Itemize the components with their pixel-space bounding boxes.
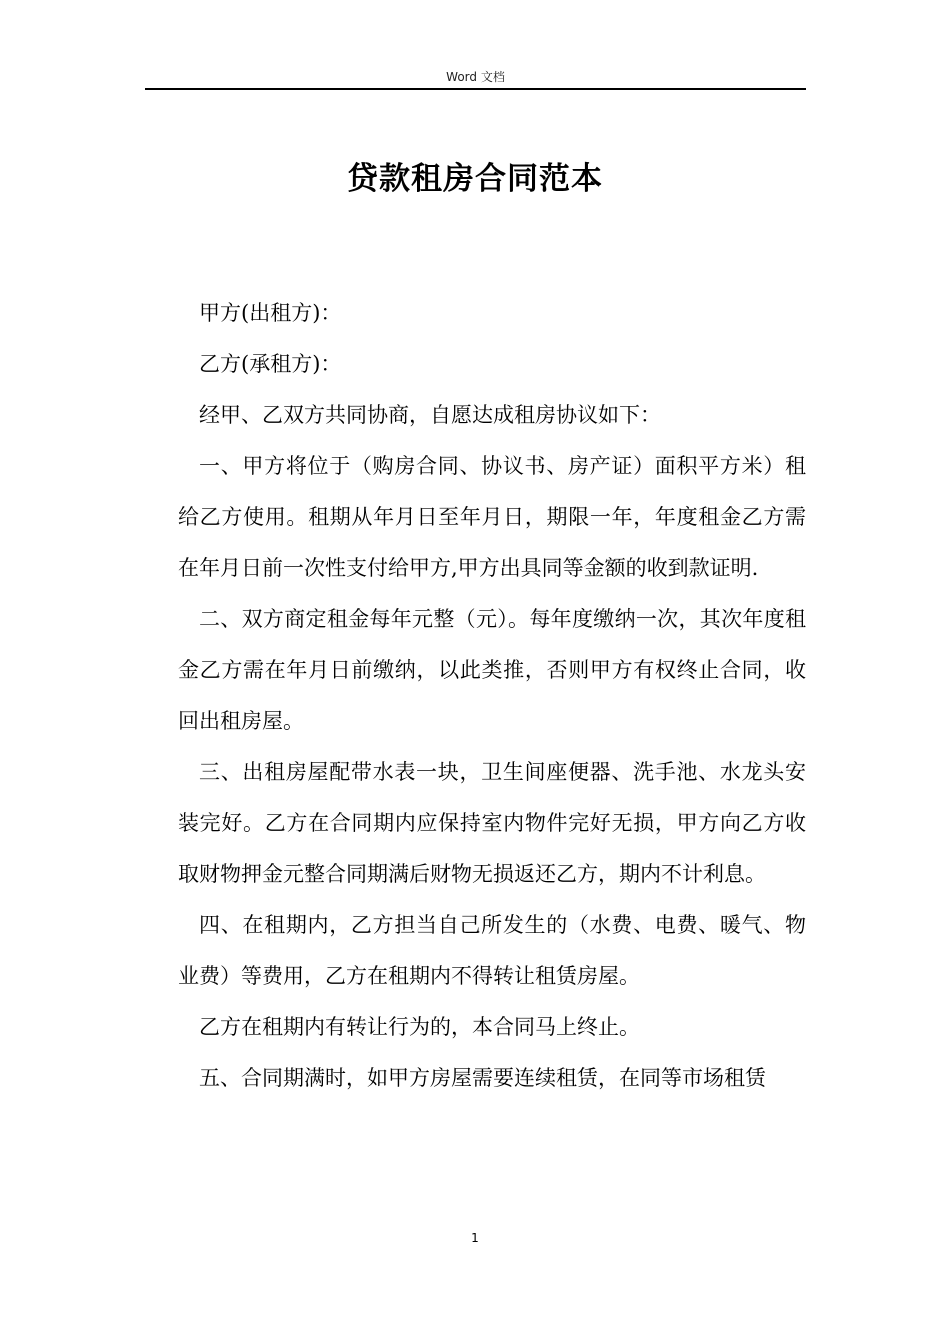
page-number: 1 bbox=[471, 1231, 479, 1245]
paragraph-party-a: 甲方(出租方)： bbox=[199, 301, 342, 325]
page-header bbox=[145, 66, 806, 90]
paragraph-clause-4: 四、在租期内，乙方担当自己所发生的（水费、电费、暖气、物业费）等费用，乙方在租期内不得转让租赁房屋。 bbox=[178, 913, 806, 988]
paragraph-clause-3: 三、出租房屋配带水表一块，卫生间座便器、洗手池、水龙头安装完好。乙方在合同期内应保持室内物件完好无损，甲方向乙方收取财物押金元整合同期满后财物无损返还乙方，期内不计利息。 bbox=[178, 760, 806, 886]
paragraph-clause-5: 五、合同期满时，如甲方房屋需要连续租赁，在同等市场租赁 bbox=[199, 1066, 766, 1090]
document-title: 贷款租房合同范本 bbox=[347, 161, 603, 197]
paragraph-clause-1: 一、甲方将位于（购房合同、协议书、房产证）面积平方米）租给乙方使用。租期从年月日至年月日，期限一年，年度租金乙方需在年月日前一次性支付给甲方,甲方出具同等金额的收到款证明. bbox=[178, 454, 806, 580]
document-body bbox=[178, 288, 806, 1104]
paragraph-intro: 经甲、乙双方共同协商，自愿达成租房协议如下： bbox=[199, 403, 661, 427]
paragraph-clause-2: 二、双方商定租金每年元整（元）。每年度缴纳一次，其次年度租金乙方需在年月日前缴纳，以此类推，否则甲方有权终止合同，收回出租房屋。 bbox=[178, 607, 806, 733]
paragraph-party-b: 乙方(承租方)： bbox=[199, 352, 342, 376]
paragraph-clause-4-note: 乙方在租期内有转让行为的，本合同马上终止。 bbox=[199, 1015, 640, 1039]
header-label: Word 文档 bbox=[446, 70, 505, 84]
